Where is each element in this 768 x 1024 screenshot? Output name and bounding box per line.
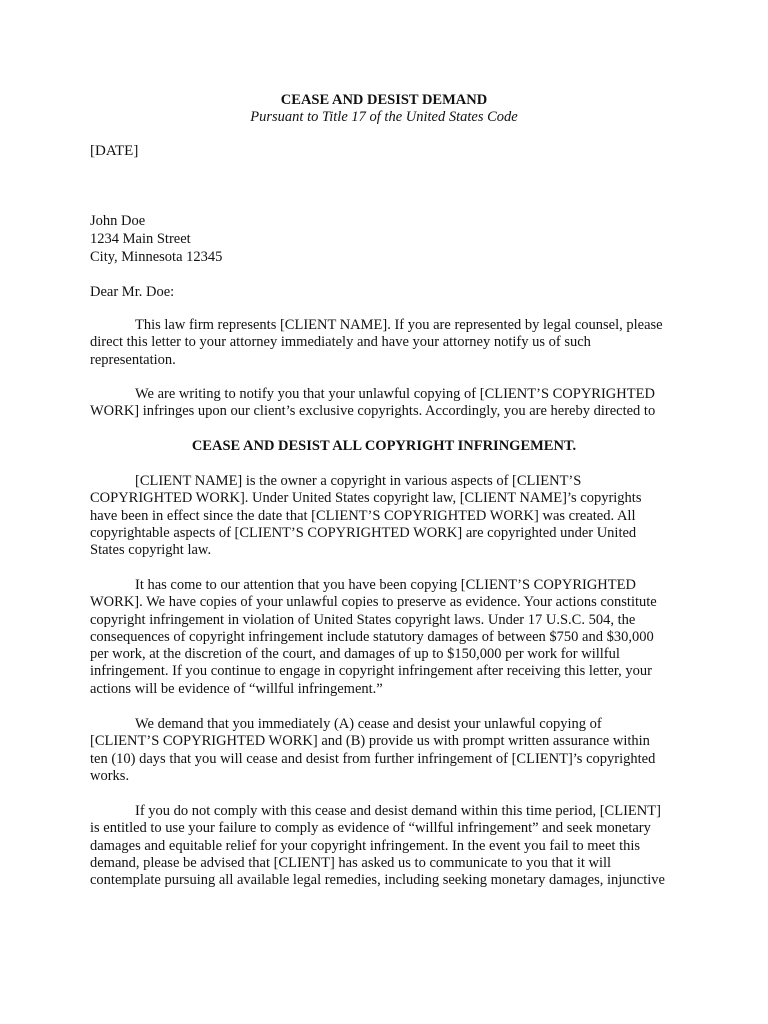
paragraph-line: States copyright law. xyxy=(90,542,212,559)
paragraph-line: works. xyxy=(90,767,130,784)
paragraph-line: We demand that you immediately (A) cease and desist your unlawful copying of xyxy=(135,716,602,732)
paragraph-line: WORK] infringes upon our client’s exclusive copyrights. Accordingly, you are hereby directed to xyxy=(90,403,656,420)
paragraph-line: per work, at the discretion of the court, and damages of up to $150,000 per work for willful xyxy=(90,646,620,663)
paragraph-line: consequences of copyright infringement include statutory damages of between $750 and $30,000 xyxy=(90,628,654,645)
paragraph-line: damages and equitable relief for your copyright infringement. In the event you fail to meet this xyxy=(90,837,641,854)
recipient-city: City, Minnesota 12345 xyxy=(90,249,223,265)
recipient-name: John Doe xyxy=(90,213,146,229)
paragraph-line: We are writing to notify you that your unlawful copying of [CLIENT’S COPYRIGHTED xyxy=(135,386,655,402)
recipient-street: 1234 Main Street xyxy=(90,231,191,247)
paragraph-line: have been in effect since the date that [CLIENT’S COPYRIGHTED WORK] was created. All xyxy=(90,507,636,524)
paragraph-line: is entitled to use your failure to comply as evidence of “willful infringement” and seek monetary xyxy=(90,820,651,837)
paragraph-line: COPYRIGHTED WORK]. Under United States copyright law, [CLIENT NAME]’s copyrights xyxy=(90,490,642,507)
paragraph-line: [CLIENT NAME] is the owner a copyright in various aspects of [CLIENT’S xyxy=(135,473,582,489)
paragraph-line: copyright infringement in violation of United States copyright laws. Under 17 U.S.C. 504, the xyxy=(90,611,636,628)
paragraph-demand xyxy=(90,716,678,785)
paragraph-line: representation. xyxy=(90,351,176,368)
paragraph-line: contemplate pursuing all available legal remedies, including seeking monetary damages, injunctive xyxy=(90,872,665,889)
paragraph-line: actions will be evidence of “willful infringement.” xyxy=(90,680,383,697)
paragraph-line: This law firm represents [CLIENT NAME]. If you are represented by legal counsel, please xyxy=(135,317,663,333)
demand-heading: CEASE AND DESIST ALL COPYRIGHT INFRINGEMENT. xyxy=(191,438,577,454)
paragraph-line: It has come to our attention that you have been copying [CLIENT’S COPYRIGHTED xyxy=(135,577,636,593)
paragraph-line: If you do not comply with this cease and desist demand within this time period, [CLIENT] xyxy=(135,803,661,819)
paragraph-line: ten (10) days that you will cease and desist from further infringement of [CLIENT]’s copyrighted xyxy=(90,750,656,767)
paragraph-line: direct this letter to your attorney immediately and have your attorney notify us of such xyxy=(90,334,591,351)
paragraph-line: infringement. If you continue to engage in copyright infringement after receiving this letter, your xyxy=(90,663,652,680)
paragraph-line: demand, please be advised that [CLIENT] has asked us to communicate to you that it will xyxy=(90,854,612,871)
letter-date: [DATE] xyxy=(90,143,139,159)
paragraph-infringement xyxy=(90,577,678,698)
page-title: CEASE AND DESIST DEMAND xyxy=(280,92,488,108)
paragraph-consequences xyxy=(90,803,678,889)
paragraph-notice xyxy=(90,386,678,421)
salutation: Dear Mr. Doe: xyxy=(90,284,175,300)
paragraph-ownership xyxy=(90,473,678,559)
page-subtitle: Pursuant to Title 17 of the United States Code xyxy=(250,109,518,125)
paragraph-line: WORK]. We have copies of your unlawful copies to preserve as evidence. Your actions constitute xyxy=(90,594,657,611)
recipient-address xyxy=(90,212,222,266)
paragraph-line: [CLIENT’S COPYRIGHTED WORK] and (B) provide us with prompt written assurance within xyxy=(90,733,650,750)
paragraph-line: copyrightable aspects of [CLIENT’S COPYRIGHTED WORK] are copyrighted under United xyxy=(90,524,637,541)
paragraph-representation xyxy=(90,317,678,369)
